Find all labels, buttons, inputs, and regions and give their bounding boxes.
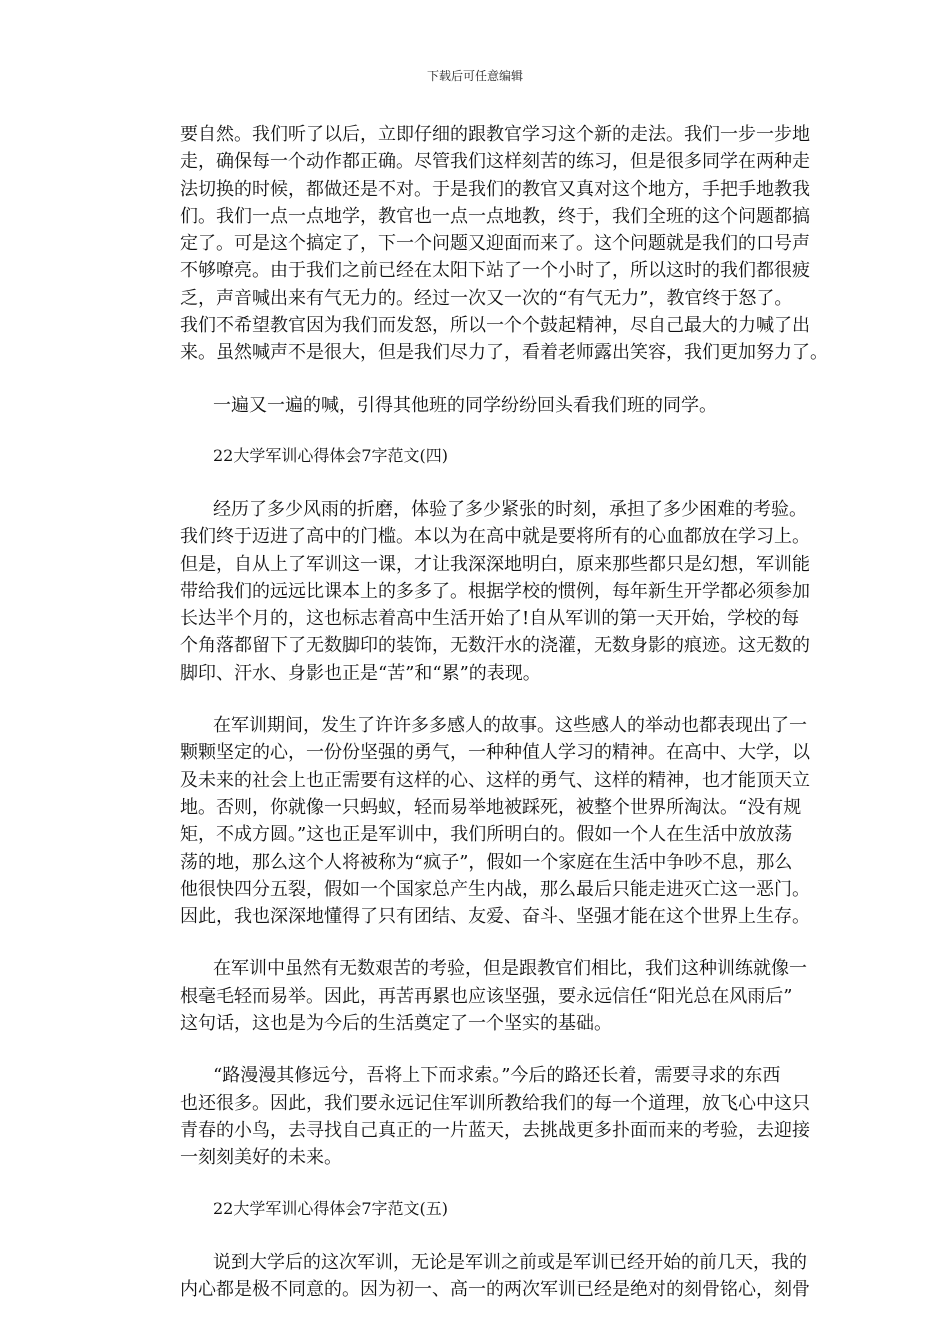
text-line: 我们不希望教官因为我们而发怒，所以一个个鼓起精神，尽自己最大的力喊了出 [180,315,810,337]
text-line: 走，确保每一个动作都正确。尽管我们这样刻苦的练习，但是很多同学在两种走 [180,151,810,173]
text-line: 脚印、汗水、身影也正是“苦”和“累”的表现。 [180,662,541,684]
section-heading: 22大学军训心得体会7字范文(五) [213,1198,449,1218]
paragraph [180,712,810,930]
paragraph [180,121,828,367]
text-line: 不够嘹亮。由于我们之前已经在太阳下站了一个小时了，所以这时的我们都很疲 [180,260,810,282]
text-line: 一遍又一遍的喊，引得其他班的同学纷纷回头看我们班的同学。 [213,394,717,416]
document-body [180,121,828,1328]
paragraph [180,1062,810,1171]
paragraph [180,496,810,687]
text-line: “路漫漫其修远兮，吾将上下而求索。”今后的路还长着，需要寻求的东西 [213,1065,781,1087]
text-line: 经历了多少风雨的折磨，体验了多少紧张的时刻，承担了多少困难的考验。 [213,498,807,520]
text-line: 颗颗坚定的心，一份份坚强的勇气，一种种值人学习的精神。在高中、大学，以 [180,742,810,764]
text-line: 来。虽然喊声不是很大，但是我们尽力了，看着老师露出笑容，我们更加努力了。 [180,342,828,364]
text-line: 青春的小鸟，去寻找自己真正的一片蓝天，去挑战更多扑面而来的考验，去迎接 [180,1119,810,1141]
text-line: 因此，我也深深地懂得了只有团结、友爱、奋斗、坚强才能在这个世界上生存。 [180,906,810,928]
text-line: 也还很多。因此，我们要永远记住军训所教给我们的每一个道理，放飞心中这只 [180,1092,810,1114]
text-line: 在军训中虽然有无数艰苦的考验，但是跟教官们相比，我们这种训练就像一 [213,958,807,980]
text-line: 定了。可是这个搞定了，下一个问题又迎面而来了。这个问题就是我们的口号声 [180,233,810,255]
text-line: 在军训期间，发生了许许多多感人的故事。这些感人的举动也都表现出了一 [213,715,807,737]
text-line: 但是，自从上了军训这一课，才让我深深地明白，原来那些都只是幻想，军训能 [180,553,810,575]
section-heading: 22大学军训心得体会7字范文(四) [213,445,449,465]
page-header: 下载后可任意编辑 [426,69,523,83]
text-line: 荡的地，那么这个人将被称为“疯子”，假如一个家庭在生活中争吵不息，那么 [180,851,793,873]
text-line: 个角落都留下了无数脚印的装饰，无数汗水的浇灌，无数身影的痕迹。这无数的 [180,635,810,657]
paragraph [180,392,780,419]
paragraph [180,1249,810,1304]
text-line: 根毫毛轻而易举。因此，再苦再累也应该坚强，要永远信任“阳光总在风雨后” [180,985,793,1007]
text-line: 说到大学后的这次军训，无论是军训之前或是军训已经开始的前几天，我的 [213,1251,807,1273]
text-line: 他很快四分五裂，假如一个国家总产生内战，那么最后只能走进灭亡这一恶门。 [180,878,810,900]
text-line: 乏，声音喊出来有气无力的。经过一次又一次的“有气无力”，教官终于怒了。 [180,287,793,309]
text-line: 地。否则，你就像一只蚂蚁，轻而易举地被踩死，被整个世界所淘汰。“没有规 [180,796,802,818]
text-line: 法切换的时候，都做还是不对。于是我们的教官又真对这个地方，手把手地教我 [180,178,810,200]
text-line: 及未来的社会上也正需要有这样的心、这样的勇气、这样的精神，也才能顶天立 [180,769,810,791]
text-line: 矩，不成方圆。”这也正是军训中，我们所明白的。假如一个人在生活中放放荡 [180,824,793,846]
text-line: 长达半个月的，这也标志着高中生活开始了!自从军训的第一天开始，学校的每 [180,608,800,630]
text-line: 们。我们一点一点地学，教官也一点一点地教，终于，我们全班的这个问题都搞 [180,205,810,227]
text-line: 要自然。我们听了以后，立即仔细的跟教官学习这个新的走法。我们一步一步地 [180,124,810,145]
paragraph [180,955,807,1037]
text-line: 内心都是极不同意的。因为初一、高一的两次军训已经是绝对的刻骨铭心，刻骨 [180,1278,810,1300]
text-line: 带给我们的远远比课本上的多多了。根据学校的惯例，每年新生开学都必须参加 [180,580,810,602]
text-line: 我们终于迈进了高中的门槛。本以为在高中就是要将所有的心血都放在学习上。 [180,526,810,548]
text-line: 一刻刻美好的未来。 [180,1147,342,1169]
text-line: 这句话，这也是为今后的生活奠定了一个坚实的基础。 [180,1013,612,1035]
